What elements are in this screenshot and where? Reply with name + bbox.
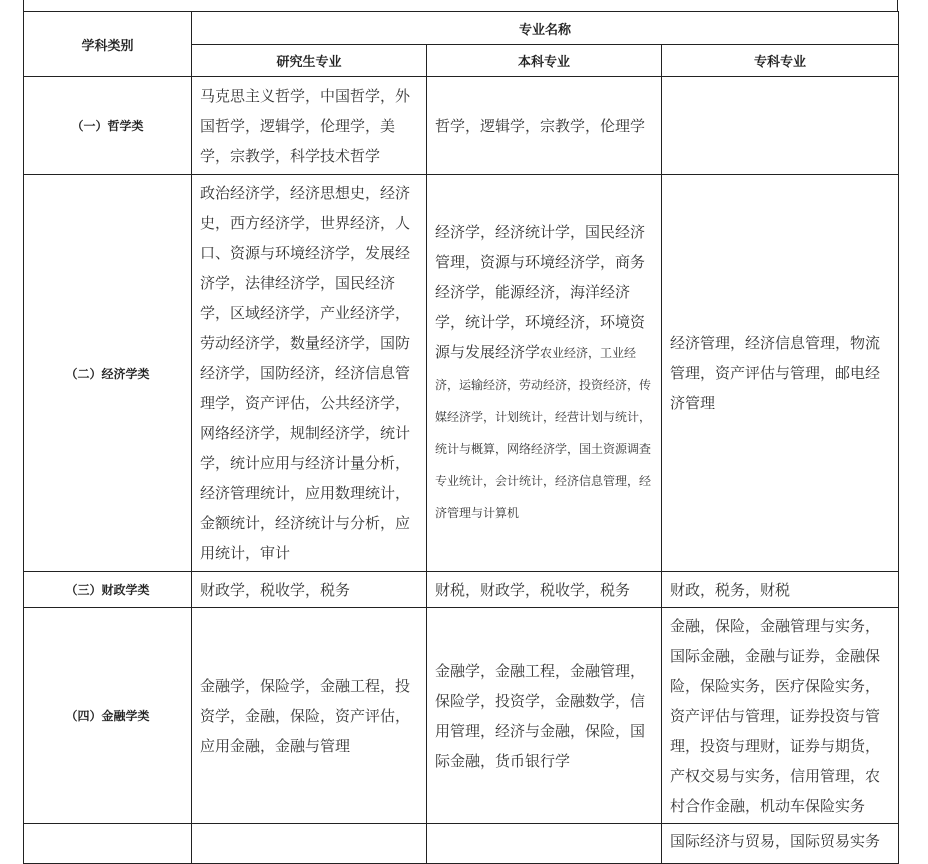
header-category: 学科类别 [24,12,192,77]
undergraduate-cell [427,824,662,864]
junior-cell: 金融，保险，金融管理与实务，国际金融，金融与证券，金融保险，保险实务，医疗保险实务，资产评估与管理，证券投资与管理，投资与理财，证券与期货，产权交易与实务，信用管理，农村合作金融，机动车保险实务 [662,608,899,824]
header-junior: 专科专业 [662,45,899,77]
graduate-cell: 马克思主义哲学，中国哲学，外国哲学，逻辑学，伦理学，美学，宗教学，科学技术哲学 [192,77,427,175]
table-row [24,824,899,864]
table-row [24,175,899,572]
table-row [24,608,899,824]
junior-cell: 财政，税务，财税 [662,572,899,608]
table-left-rule [23,0,24,11]
junior-cell: 经济管理，经济信息管理，物流管理，资产评估与管理，邮电经济管理 [662,175,899,572]
graduate-cell [192,824,427,864]
undergraduate-text-main: 经济学，经济统计学，国民经济管理，资源与环境经济学，商务经济学，能源经济，海洋经济学，统计学，环境经济，环境资源与发展经济学 [435,223,646,361]
header-major-name: 专业名称 [192,12,899,45]
undergraduate-cell: 金融学，金融工程，金融管理，保险学，投资学，金融数学，信用管理，经济与金融，保险，国际金融，货币银行学 [427,608,662,824]
graduate-cell: 金融学，保险学，金融工程，投资学，金融，保险，资产评估，应用金融，金融与管理 [192,608,427,824]
table-row [24,572,899,608]
category-cell: （四）金融学类 [24,608,192,824]
graduate-cell: 财政学，税收学，税务 [192,572,427,608]
table-right-rule [897,0,898,11]
category-cell: （二）经济学类 [24,175,192,572]
category-cell: （一）哲学类 [24,77,192,175]
undergraduate-cell: 哲学，逻辑学，宗教学，伦理学 [427,77,662,175]
table-row [24,77,899,175]
junior-cell: 国际经济与贸易，国际贸易实务 [662,824,899,864]
undergraduate-cell: 财税，财政学，税收学，税务 [427,572,662,608]
graduate-cell: 政治经济学，经济思想史，经济史，西方经济学，世界经济，人口、资源与环境经济学，发展经济学，法律经济学，国民经济学，区域经济学，产业经济学，劳动经济学，数量经济学，国防经济学，国防经济，经济信息管理学，资产评估，公共经济学，网络经济学，规制经济学，统计学，统计应用与经济计量分析，经济管理统计，应用数理统计，金额统计，经济统计与分析，应用统计，审计 [192,175,427,572]
category-cell [24,824,192,864]
undergraduate-text-small: 农业经济，工业经济，运输经济，劳动经济，投资经济，传媒经济学，计划统计，经营计划与统计，统计与概算，网络经济学，国土资源调查专业统计，会计统计，经济信息管理，经济管理与计算机 [435,346,652,520]
major-catalog-table [23,11,899,864]
category-cell: （三）财政学类 [24,572,192,608]
header-graduate: 研究生专业 [192,45,427,77]
header-undergraduate: 本科专业 [427,45,662,77]
undergraduate-cell [427,175,662,572]
junior-cell [662,77,899,175]
header-row-top [24,12,899,45]
